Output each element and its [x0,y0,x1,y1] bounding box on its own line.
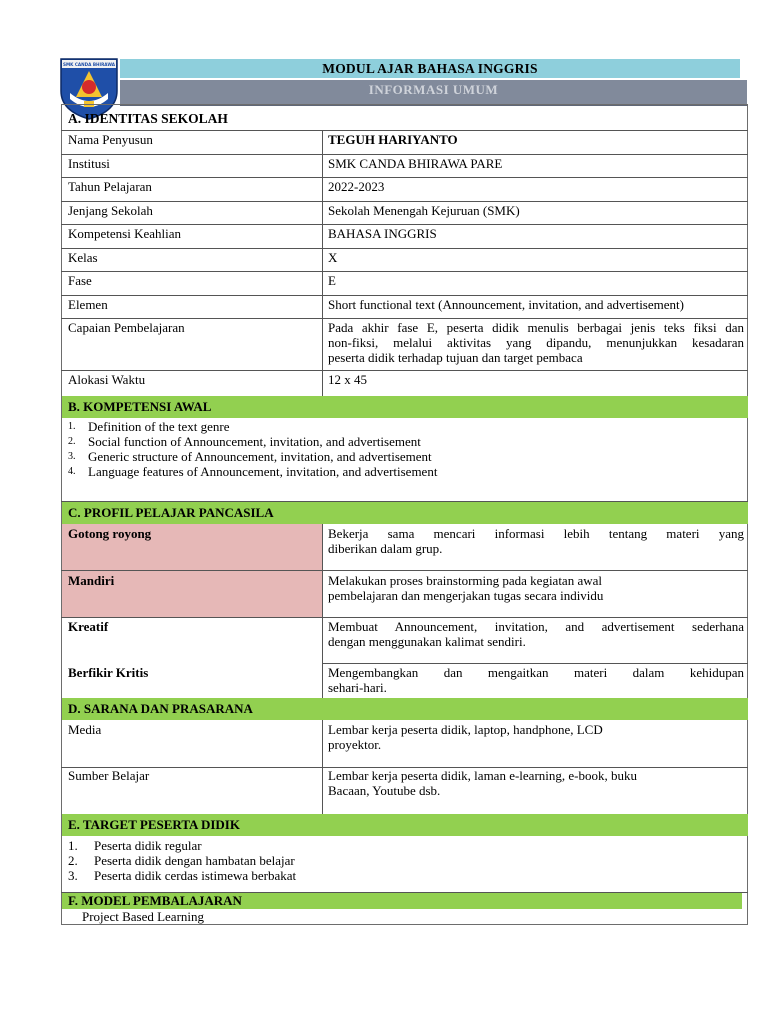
value-kelas: X [328,250,338,265]
profil-value-mandiri-2: pembelajaran dan mengerjakan tugas secara individu [328,588,604,603]
label-kelas: Kelas [68,250,98,265]
label-institusi: Institusi [68,156,110,171]
label-capaian-pembelajaran: Capaian Pembelajaran [68,320,185,335]
label-alokasi-waktu: Alokasi Waktu [68,372,146,387]
profil-value-mandiri-1: Melakukan proses brainstorming pada kegiatan awal [328,573,602,588]
list-item: 1. Peserta didik regular [68,838,202,853]
list-item: 2. Social function of Announcement, invitation, and advertisement [68,434,421,449]
profil-value-kreatif-2: dengan menggunakan kalimat sendiri. [328,634,526,649]
label-tahun-pelajaran: Tahun Pelajaran [68,179,152,194]
identitas-heading: A. IDENTITAS SEKOLAH [68,111,228,126]
sarana-value-media-2: proyektor. [328,737,382,752]
target-heading: E. TARGET PESERTA DIDIK [62,814,748,836]
profil-label-kreatif: Kreatif [68,619,109,634]
profil-value-gotong-royong-1: Bekerja sama mencari informasi lebih tentang materi yang [328,526,744,541]
list-item: 1. Definition of the text genre [68,419,230,434]
label-kompetensi-keahlian: Kompetensi Keahlian [68,226,181,241]
value-nama-penyusun: TEGUH HARIYANTO [328,132,458,147]
module-title: MODUL AJAR BAHASA INGGRIS [120,59,740,78]
list-item: 3. Peserta didik cerdas istimewa berbakat [68,868,297,883]
target-list [68,838,296,883]
value-capaian-line-3: peserta didik terhadap tujuan dan target pembaca [328,350,583,365]
logo-text: SMK CANDA BHIRAWA [62,62,116,67]
section-banner: INFORMASI UMUM [120,80,747,106]
value-capaian-line-1: Pada akhir fase E, peserta didik menulis berbagai jenis teks fiksi dan [328,320,744,335]
sarana-label-sumber-belajar: Sumber Belajar [68,768,150,783]
profil-value-kreatif-1: Membuat Announcement, invitation, and advertisement sederhana [328,619,744,634]
profil-value-berfikir-kritis-1: Mengembangkan dan mengaitkan materi dalam kehidupan [328,665,744,680]
profil-label-mandiri: Mandiri [68,573,115,588]
profil-label-berfikir-kritis: Berfikir Kritis [68,665,149,680]
value-elemen: Short functional text (Announcement, invitation, and advertisement) [328,297,684,312]
model-heading: F. MODEL PEMBALAJARAN [62,893,742,909]
value-institusi: SMK CANDA BHIRAWA PARE [328,156,503,171]
profil-label-gotong-royong: Gotong royong [68,526,152,541]
sarana-label-media: Media [68,722,102,737]
value-jenjang-sekolah: Sekolah Menengah Kejuruan (SMK) [328,203,520,218]
profil-value-gotong-royong-2: diberikan dalam grup. [328,541,443,556]
profil-value-berfikir-kritis-2: sehari-hari. [328,680,387,695]
list-item: 3. Generic structure of Announcement, invitation, and advertisement [68,449,432,464]
kompetensi-list [68,419,437,479]
list-item: 4. Language features of Announcement, invitation, and advertisement [68,464,438,479]
sarana-value-sumber-2: Bacaan, Youtube dsb. [328,783,441,798]
value-tahun-pelajaran: 2022-2023 [328,179,385,194]
sarana-heading: D. SARANA DAN PRASARANA [62,698,748,720]
sarana-value-sumber-1: Lembar kerja peserta didik, laman e-learning, e-book, buku [328,768,637,783]
value-fase: E [328,273,336,288]
label-nama-penyusun: Nama Penyusun [68,132,153,147]
value-capaian-line-2: non-fiksi, melalui aktivitas yang dipandu, menunjukkan kesadaran [328,335,744,350]
sarana-value-media-1: Lembar kerja peserta didik, laptop, handphone, LCD [328,722,603,737]
value-kompetensi-keahlian: BAHASA INGGRIS [328,226,437,241]
label-fase: Fase [68,273,92,288]
model-value: Project Based Learning [82,909,205,924]
profil-heading: C. PROFIL PELAJAR PANCASILA [62,502,748,524]
label-jenjang-sekolah: Jenjang Sekolah [68,203,153,218]
value-alokasi-waktu: 12 x 45 [328,372,367,387]
kompetensi-heading: B. KOMPETENSI AWAL [62,396,748,418]
list-item: 2. Peserta didik dengan hambatan belajar [68,853,295,868]
label-elemen: Elemen [68,297,108,312]
